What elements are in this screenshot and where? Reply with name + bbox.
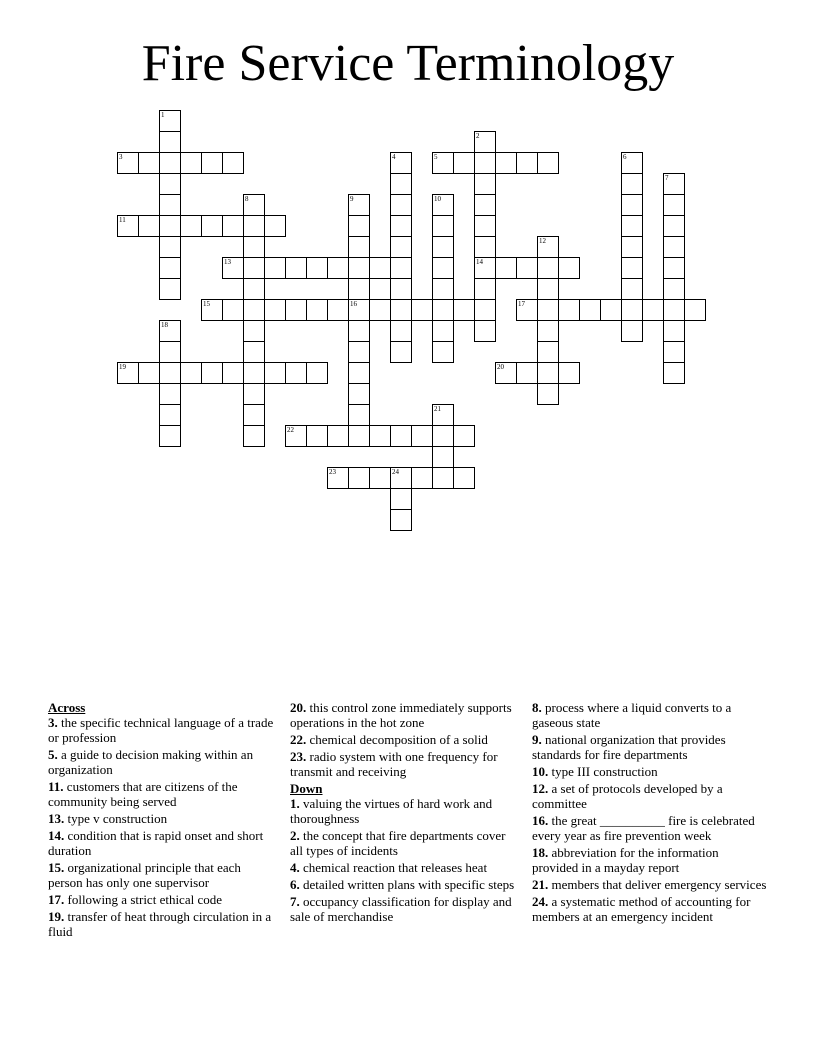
clue-number: 9 [350, 195, 354, 203]
down-clue [290, 894, 518, 924]
grid-cell[interactable] [621, 257, 643, 279]
grid-cell[interactable] [180, 215, 202, 237]
grid-cell[interactable] [159, 194, 181, 216]
down-clue [532, 781, 768, 811]
grid-cell[interactable] [243, 404, 265, 426]
grid-cell[interactable] [327, 467, 349, 489]
clue-text: abbreviation for the information provided in a mayday report [532, 845, 719, 875]
grid-cell[interactable] [390, 509, 412, 531]
clue-number: 17. [48, 892, 65, 907]
clue-number: 14. [48, 828, 65, 843]
grid-cell[interactable] [117, 362, 139, 384]
grid-cell[interactable] [369, 467, 391, 489]
grid-cell[interactable] [537, 236, 559, 258]
grid-cell[interactable] [348, 320, 370, 342]
down-clue [290, 828, 518, 858]
down-clue [290, 877, 518, 892]
grid-cell[interactable] [390, 152, 412, 174]
grid-cell[interactable] [516, 362, 538, 384]
grid-cell[interactable] [159, 152, 181, 174]
across-clue [48, 828, 276, 858]
grid-cell[interactable] [348, 425, 370, 447]
grid-cell[interactable] [453, 299, 475, 321]
grid-cell[interactable] [432, 341, 454, 363]
grid-cell[interactable] [390, 341, 412, 363]
grid-cell[interactable] [537, 362, 559, 384]
grid-cell[interactable] [621, 236, 643, 258]
grid-cell[interactable] [159, 362, 181, 384]
clue-number: 12. [532, 781, 549, 796]
grid-cell[interactable] [432, 299, 454, 321]
grid-cell[interactable] [390, 320, 412, 342]
clue-text: following a strict ethical code [64, 892, 223, 907]
grid-cell[interactable] [138, 215, 160, 237]
grid-cell[interactable] [138, 362, 160, 384]
grid-cell[interactable] [306, 257, 328, 279]
grid-cell[interactable] [474, 320, 496, 342]
grid-cell[interactable] [432, 236, 454, 258]
grid-cell[interactable] [474, 152, 496, 174]
clue-text: the concept that fire departments cover all types of incidents [290, 828, 506, 858]
grid-cell[interactable] [390, 236, 412, 258]
clue-number: 16. [532, 813, 549, 828]
grid-cell[interactable] [327, 299, 349, 321]
grid-cell[interactable] [180, 152, 202, 174]
down-heading: Down [290, 781, 323, 796]
clue-text: customers that are citizens of the community being served [48, 779, 238, 809]
grid-cell[interactable] [243, 320, 265, 342]
grid-cell[interactable] [159, 404, 181, 426]
clue-number: 23 [329, 468, 336, 476]
grid-cell[interactable] [264, 257, 286, 279]
clue-number: 7 [665, 174, 669, 182]
clue-number: 15 [203, 300, 210, 308]
grid-cell[interactable] [411, 467, 433, 489]
grid-cell[interactable] [222, 257, 244, 279]
grid-cell[interactable] [201, 299, 223, 321]
grid-cell[interactable] [348, 341, 370, 363]
grid-cell[interactable] [159, 131, 181, 153]
clue-text: occupancy classification for display and sale of merchandise [290, 894, 512, 924]
grid-cell[interactable] [432, 194, 454, 216]
grid-cell[interactable] [537, 257, 559, 279]
clue-number: 19. [48, 909, 65, 924]
grid-cell[interactable] [138, 152, 160, 174]
clue-text: a set of protocols developed by a committee [532, 781, 723, 811]
clue-number: 2. [290, 828, 300, 843]
grid-cell[interactable] [306, 362, 328, 384]
clue-number: 1. [290, 796, 300, 811]
grid-cell[interactable] [432, 215, 454, 237]
grid-cell[interactable] [159, 278, 181, 300]
grid-cell[interactable] [663, 236, 685, 258]
grid-cell[interactable] [537, 278, 559, 300]
grid-cell[interactable] [432, 404, 454, 426]
clue-text: the specific technical language of a trade or profession [48, 715, 274, 745]
grid-cell[interactable] [495, 362, 517, 384]
clue-number: 21 [434, 405, 441, 413]
clue-number: 22. [290, 732, 307, 747]
grid-cell[interactable] [222, 215, 244, 237]
grid-cell[interactable] [621, 152, 643, 174]
across-clue [48, 715, 276, 745]
grid-cell[interactable] [663, 257, 685, 279]
clue-number: 5 [434, 153, 438, 161]
across-clue [290, 749, 518, 779]
grid-cell[interactable] [390, 425, 412, 447]
grid-cell[interactable] [369, 257, 391, 279]
grid-cell[interactable] [348, 236, 370, 258]
across-clue [290, 732, 518, 747]
grid-cell[interactable] [474, 131, 496, 153]
grid-cell[interactable] [537, 341, 559, 363]
clue-text: condition that is rapid onset and short duration [48, 828, 264, 858]
across-clue [48, 811, 276, 826]
grid-cell[interactable] [222, 152, 244, 174]
grid-cell[interactable] [243, 383, 265, 405]
grid-cell[interactable] [432, 467, 454, 489]
grid-cell[interactable] [537, 320, 559, 342]
down-clue [532, 894, 768, 924]
clue-text: chemical reaction that releases heat [299, 860, 488, 875]
grid-cell[interactable] [348, 383, 370, 405]
clue-number: 5. [48, 747, 58, 762]
clue-number: 3 [119, 153, 123, 161]
clue-number: 11. [48, 779, 64, 794]
grid-cell[interactable] [348, 362, 370, 384]
grid-cell[interactable] [537, 299, 559, 321]
grid-cell[interactable] [474, 257, 496, 279]
clues-column-2 [290, 700, 518, 926]
grid-cell[interactable] [327, 257, 349, 279]
clue-number: 3. [48, 715, 58, 730]
clue-number: 9. [532, 732, 542, 747]
grid-cell[interactable] [243, 362, 265, 384]
clue-number: 18. [532, 845, 549, 860]
grid-cell[interactable] [390, 194, 412, 216]
down-clue [532, 764, 768, 779]
grid-cell[interactable] [642, 299, 664, 321]
grid-cell[interactable] [474, 278, 496, 300]
grid-cell[interactable] [621, 278, 643, 300]
clue-number: 16 [350, 300, 357, 308]
clue-number: 10. [532, 764, 549, 779]
grid-cell[interactable] [117, 152, 139, 174]
grid-cell[interactable] [159, 257, 181, 279]
grid-cell[interactable] [348, 194, 370, 216]
grid-cell[interactable] [663, 215, 685, 237]
grid-cell[interactable] [621, 320, 643, 342]
clue-text: the great __________ fire is celebrated every year as fire prevention week [532, 813, 755, 843]
grid-cell[interactable] [390, 488, 412, 510]
grid-cell[interactable] [516, 299, 538, 321]
across-clue [48, 892, 276, 907]
grid-cell[interactable] [243, 299, 265, 321]
clue-number: 21. [532, 877, 549, 892]
grid-cell[interactable] [390, 257, 412, 279]
clue-text: transfer of heat through circulation in a fluid [48, 909, 272, 939]
clue-number: 22 [287, 426, 294, 434]
down-clue [532, 877, 768, 892]
down-clue [290, 860, 518, 875]
down-clue [532, 845, 768, 875]
grid-cell[interactable] [243, 236, 265, 258]
clue-number: 23. [290, 749, 307, 764]
clue-text: type III construction [548, 764, 658, 779]
grid-cell[interactable] [285, 299, 307, 321]
grid-cell[interactable] [264, 362, 286, 384]
grid-cell[interactable] [327, 425, 349, 447]
grid-cell[interactable] [348, 215, 370, 237]
grid-cell[interactable] [243, 215, 265, 237]
grid-cell[interactable] [495, 257, 517, 279]
grid-cell[interactable] [558, 257, 580, 279]
clue-text: radio system with one frequency for transmit and receiving [290, 749, 498, 779]
grid-cell[interactable] [159, 215, 181, 237]
clue-number: 13. [48, 811, 65, 826]
grid-cell[interactable] [180, 362, 202, 384]
grid-cell[interactable] [432, 278, 454, 300]
grid-cell[interactable] [306, 299, 328, 321]
grid-cell[interactable] [348, 278, 370, 300]
grid-cell[interactable] [663, 278, 685, 300]
clue-number: 12 [539, 237, 546, 245]
across-heading: Across [48, 700, 86, 715]
grid-cell[interactable] [663, 341, 685, 363]
grid-cell[interactable] [159, 236, 181, 258]
grid-cell[interactable] [453, 467, 475, 489]
grid-cell[interactable] [474, 299, 496, 321]
across-clue [48, 747, 276, 777]
grid-cell[interactable] [348, 257, 370, 279]
grid-cell[interactable] [201, 215, 223, 237]
clue-number: 1 [161, 111, 165, 119]
grid-cell[interactable] [537, 152, 559, 174]
grid-cell[interactable] [222, 362, 244, 384]
grid-cell[interactable] [474, 236, 496, 258]
clues-column-1 [48, 700, 276, 941]
clue-number: 13 [224, 258, 231, 266]
clue-number: 20. [290, 700, 307, 715]
grid-cell[interactable] [243, 194, 265, 216]
down-clue [532, 732, 768, 762]
grid-cell[interactable] [348, 404, 370, 426]
clue-number: 20 [497, 363, 504, 371]
grid-cell[interactable] [516, 152, 538, 174]
grid-cell[interactable] [222, 299, 244, 321]
clue-number: 8. [532, 700, 542, 715]
grid-cell[interactable] [411, 425, 433, 447]
clue-text: a guide to decision making within an organization [48, 747, 254, 777]
grid-cell[interactable] [453, 425, 475, 447]
clue-text: a systematic method of accounting for members at an emergency incident [532, 894, 751, 924]
grid-cell[interactable] [621, 299, 643, 321]
grid-cell[interactable] [243, 278, 265, 300]
grid-cell[interactable] [453, 152, 475, 174]
clue-text: type v construction [64, 811, 168, 826]
clue-number: 17 [518, 300, 525, 308]
across-clue [48, 779, 276, 809]
clue-number: 15. [48, 860, 65, 875]
grid-cell[interactable] [390, 173, 412, 195]
grid-cell[interactable] [516, 257, 538, 279]
grid-cell[interactable] [159, 173, 181, 195]
grid-cell[interactable] [600, 299, 622, 321]
grid-cell[interactable] [495, 152, 517, 174]
clue-number: 24 [392, 468, 399, 476]
grid-cell[interactable] [369, 299, 391, 321]
grid-cell[interactable] [159, 110, 181, 132]
grid-cell[interactable] [558, 362, 580, 384]
across-clue [48, 909, 276, 939]
grid-cell[interactable] [390, 215, 412, 237]
clue-text: process where a liquid converts to a gaseous state [532, 700, 732, 730]
clue-text: valuing the virtues of hard work and thoroughness [290, 796, 493, 826]
grid-cell[interactable] [621, 194, 643, 216]
clue-number: 7. [290, 894, 300, 909]
grid-cell[interactable] [264, 215, 286, 237]
clue-number: 6 [623, 153, 627, 161]
clues-column-3 [532, 700, 768, 926]
clue-text: national organization that provides standards for fire departments [532, 732, 726, 762]
clue-number: 4. [290, 860, 300, 875]
down-clue [290, 796, 518, 826]
grid-cell[interactable] [369, 425, 391, 447]
grid-cell[interactable] [432, 257, 454, 279]
grid-cell[interactable] [621, 215, 643, 237]
grid-cell[interactable] [243, 341, 265, 363]
grid-cell[interactable] [159, 341, 181, 363]
clue-number: 2 [476, 132, 480, 140]
grid-cell[interactable] [390, 467, 412, 489]
grid-cell[interactable] [285, 257, 307, 279]
grid-cell[interactable] [684, 299, 706, 321]
grid-cell[interactable] [117, 215, 139, 237]
across-clue [290, 700, 518, 730]
grid-cell[interactable] [201, 152, 223, 174]
clue-text: detailed written plans with specific steps [299, 877, 515, 892]
puzzle-title: Fire Service Terminology [141, 35, 675, 92]
grid-cell[interactable] [306, 425, 328, 447]
grid-cell[interactable] [411, 299, 433, 321]
grid-cell[interactable] [663, 299, 685, 321]
clue-text: members that deliver emergency services [548, 877, 767, 892]
grid-cell[interactable] [243, 257, 265, 279]
clue-text: chemical decomposition of a solid [306, 732, 488, 747]
grid-cell[interactable] [390, 278, 412, 300]
grid-cell[interactable] [432, 425, 454, 447]
clue-number: 6. [290, 877, 300, 892]
clue-number: 10 [434, 195, 441, 203]
clue-text: this control zone immediately supports operations in the hot zone [290, 700, 512, 730]
grid-cell[interactable] [537, 383, 559, 405]
grid-cell[interactable] [579, 299, 601, 321]
grid-cell[interactable] [285, 425, 307, 447]
clue-number: 8 [245, 195, 249, 203]
grid-cell[interactable] [264, 299, 286, 321]
clue-number: 4 [392, 153, 396, 161]
grid-cell[interactable] [390, 299, 412, 321]
grid-cell[interactable] [663, 320, 685, 342]
grid-cell[interactable] [474, 173, 496, 195]
grid-cell[interactable] [348, 467, 370, 489]
clue-number: 14 [476, 258, 483, 266]
grid-cell[interactable] [285, 362, 307, 384]
grid-cell[interactable] [663, 362, 685, 384]
grid-cell[interactable] [474, 194, 496, 216]
grid-cell[interactable] [348, 299, 370, 321]
grid-cell[interactable] [432, 320, 454, 342]
grid-cell[interactable] [159, 425, 181, 447]
grid-cell[interactable] [201, 362, 223, 384]
grid-cell[interactable] [432, 152, 454, 174]
across-clue [48, 860, 276, 890]
grid-cell[interactable] [663, 194, 685, 216]
down-clue [532, 813, 768, 843]
grid-cell[interactable] [159, 383, 181, 405]
grid-cell[interactable] [558, 299, 580, 321]
clue-text: organizational principle that each person has only one supervisor [48, 860, 241, 890]
clue-number: 24. [532, 894, 549, 909]
grid-cell[interactable] [474, 215, 496, 237]
grid-cell[interactable] [159, 320, 181, 342]
clue-number: 19 [119, 363, 126, 371]
grid-cell[interactable] [621, 173, 643, 195]
grid-cell[interactable] [432, 446, 454, 468]
grid-cell[interactable] [243, 425, 265, 447]
clue-number: 11 [119, 216, 126, 224]
down-clue [532, 700, 768, 730]
clue-number: 18 [161, 321, 168, 329]
grid-cell[interactable] [663, 173, 685, 195]
